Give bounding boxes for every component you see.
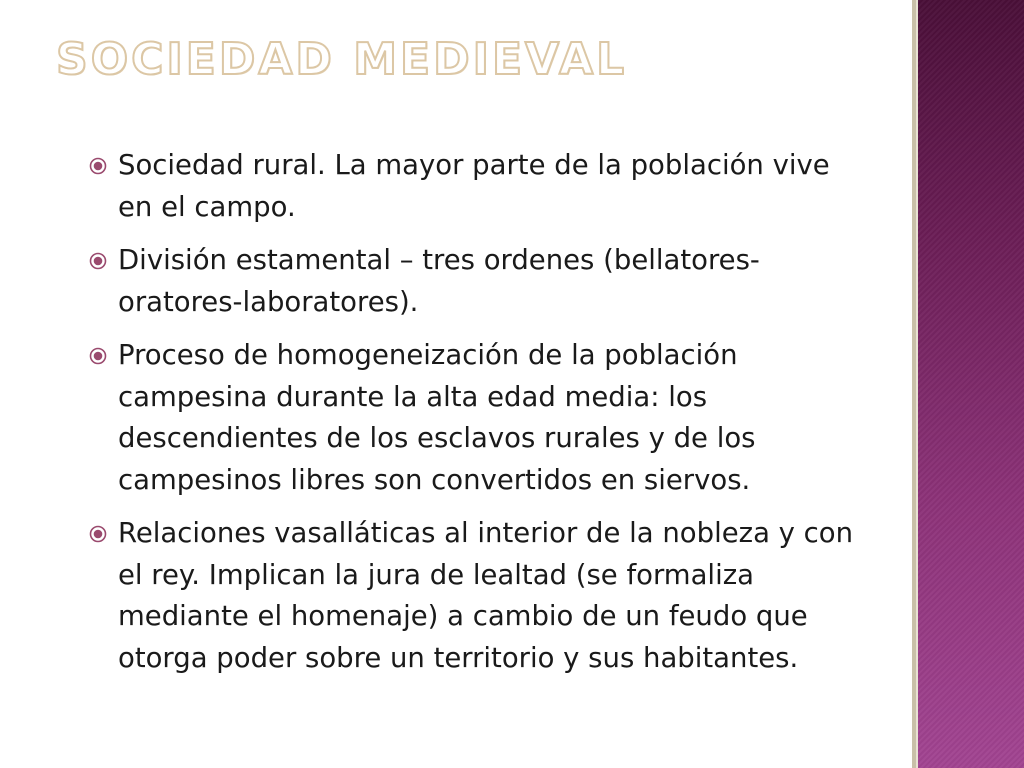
bullet-item [88, 145, 863, 228]
decorative-side-band [912, 0, 1024, 768]
bullet-list [88, 145, 863, 691]
circle-bullet-icon [89, 252, 107, 270]
bullet-text: Relaciones vasalláticas al interior de la nobleza y con el rey. Implican la jura de lealtad (se formaliza mediante el homenaje) a cambio de un feudo que otorga poder sobre un territorio y sus habitantes. [118, 517, 854, 674]
bullet-item [88, 335, 863, 501]
bullet-text: Sociedad rural. La mayor parte de la población vive en el campo. [118, 149, 830, 223]
slide-title: SOCIEDAD MEDIEVAL [56, 34, 628, 85]
bullet-item [88, 240, 863, 323]
bullet-item [88, 513, 863, 679]
bullet-text: Proceso de homogeneización de la población campesina durante la alta edad media: los descendientes de los esclavos rurales y de los campesinos libres son convertidos en siervos. [118, 339, 756, 496]
circle-bullet-icon [89, 157, 107, 175]
side-band-texture [918, 0, 1024, 768]
circle-bullet-icon [89, 525, 107, 543]
circle-bullet-icon [89, 347, 107, 365]
bullet-text: División estamental – tres ordenes (bellatores-oratores-laboratores). [118, 244, 760, 318]
